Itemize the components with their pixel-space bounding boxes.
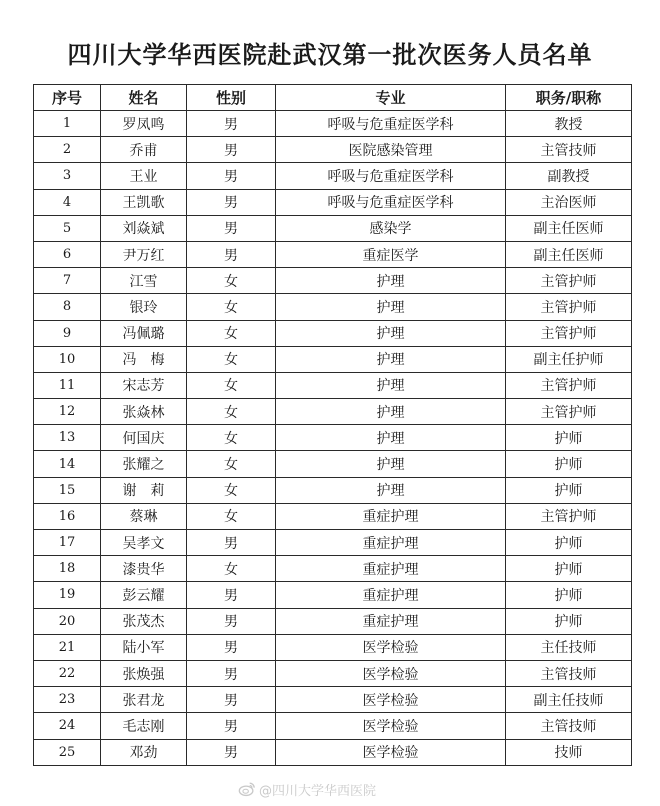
specialty-cell: 重症护理: [276, 582, 506, 608]
position-title-cell: 技师: [506, 739, 632, 765]
gender-cell: 女: [187, 294, 276, 320]
header-serial-number: 序号: [34, 85, 101, 111]
position-title-cell: 主治医师: [506, 189, 632, 215]
serial-number-cell: 19: [34, 582, 101, 608]
serial-number-cell: 5: [34, 215, 101, 241]
serial-number-cell: 12: [34, 399, 101, 425]
position-title-cell: 护师: [506, 608, 632, 634]
position-title-cell: 主管技师: [506, 137, 632, 163]
watermark-text: @四川大学华西医院: [259, 783, 377, 799]
document-title: 四川大学华西医院赴武汉第一批次医务人员名单: [67, 41, 593, 69]
serial-number-cell: 25: [34, 739, 101, 765]
position-title-cell: 主管护师: [506, 294, 632, 320]
table-row: [34, 739, 632, 765]
gender-cell: 女: [187, 399, 276, 425]
position-title-cell: 主管技师: [506, 660, 632, 686]
table-header-row: [34, 85, 632, 111]
specialty-cell: 呼吸与危重症医学科: [276, 111, 506, 137]
serial-number-cell: 21: [34, 634, 101, 660]
staff-roster-table: [33, 84, 632, 766]
name-cell: 罗凤鸣: [101, 111, 187, 137]
position-title-cell: 护师: [506, 451, 632, 477]
specialty-cell: 呼吸与危重症医学科: [276, 189, 506, 215]
gender-cell: 男: [187, 713, 276, 739]
gender-cell: 女: [187, 451, 276, 477]
name-cell: 张焱林: [101, 399, 187, 425]
serial-number-cell: 8: [34, 294, 101, 320]
specialty-cell: 护理: [276, 294, 506, 320]
serial-number-cell: 23: [34, 687, 101, 713]
serial-number-cell: 20: [34, 608, 101, 634]
gender-cell: 男: [187, 111, 276, 137]
gender-cell: 男: [187, 608, 276, 634]
serial-number-cell: 14: [34, 451, 101, 477]
table-row: [34, 634, 632, 660]
specialty-cell: 重症护理: [276, 530, 506, 556]
serial-number-cell: 6: [34, 241, 101, 267]
table-body: [34, 111, 632, 766]
name-cell: 乔甫: [101, 137, 187, 163]
gender-cell: 男: [187, 660, 276, 686]
name-cell: 谢 莉: [101, 477, 187, 503]
gender-cell: 男: [187, 163, 276, 189]
name-cell: 宋志芳: [101, 372, 187, 398]
gender-cell: 女: [187, 425, 276, 451]
name-cell: 毛志刚: [101, 713, 187, 739]
position-title-cell: 护师: [506, 477, 632, 503]
position-title-cell: 副主任医师: [506, 215, 632, 241]
table-row: [34, 477, 632, 503]
specialty-cell: 护理: [276, 268, 506, 294]
specialty-cell: 医学检验: [276, 687, 506, 713]
weibo-icon: [238, 780, 256, 798]
specialty-cell: 护理: [276, 425, 506, 451]
gender-cell: 男: [187, 241, 276, 267]
table-row: [34, 346, 632, 372]
table-row: [34, 556, 632, 582]
gender-cell: 男: [187, 634, 276, 660]
table-row: [34, 294, 632, 320]
specialty-cell: 医学检验: [276, 713, 506, 739]
serial-number-cell: 1: [34, 111, 101, 137]
position-title-cell: 护师: [506, 530, 632, 556]
specialty-cell: 医学检验: [276, 660, 506, 686]
position-title-cell: 护师: [506, 556, 632, 582]
position-title-cell: 主任技师: [506, 634, 632, 660]
gender-cell: 男: [187, 137, 276, 163]
gender-cell: 男: [187, 530, 276, 556]
specialty-cell: 重症医学: [276, 241, 506, 267]
table-row: [34, 530, 632, 556]
gender-cell: 女: [187, 503, 276, 529]
position-title-cell: 主管护师: [506, 399, 632, 425]
name-cell: 王业: [101, 163, 187, 189]
position-title-cell: 副主任技师: [506, 687, 632, 713]
position-title-cell: 主管护师: [506, 503, 632, 529]
gender-cell: 女: [187, 372, 276, 398]
specialty-cell: 医院感染管理: [276, 137, 506, 163]
table-row: [34, 163, 632, 189]
name-cell: 漆贵华: [101, 556, 187, 582]
position-title-cell: 副主任医师: [506, 241, 632, 267]
specialty-cell: 重症护理: [276, 503, 506, 529]
table-row: [34, 372, 632, 398]
name-cell: 张焕强: [101, 660, 187, 686]
serial-number-cell: 18: [34, 556, 101, 582]
table-row: [34, 425, 632, 451]
table-row: [34, 582, 632, 608]
gender-cell: 女: [187, 556, 276, 582]
serial-number-cell: 13: [34, 425, 101, 451]
specialty-cell: 护理: [276, 346, 506, 372]
name-cell: 冯佩璐: [101, 320, 187, 346]
serial-number-cell: 10: [34, 346, 101, 372]
specialty-cell: 医学检验: [276, 634, 506, 660]
position-title-cell: 主管护师: [506, 268, 632, 294]
table-row: [34, 111, 632, 137]
specialty-cell: 护理: [276, 372, 506, 398]
specialty-cell: 医学检验: [276, 739, 506, 765]
name-cell: 张耀之: [101, 451, 187, 477]
gender-cell: 男: [187, 189, 276, 215]
table-row: [34, 608, 632, 634]
name-cell: 银玲: [101, 294, 187, 320]
position-title-cell: 护师: [506, 425, 632, 451]
name-cell: 王凯歌: [101, 189, 187, 215]
serial-number-cell: 11: [34, 372, 101, 398]
position-title-cell: 护师: [506, 582, 632, 608]
serial-number-cell: 24: [34, 713, 101, 739]
serial-number-cell: 17: [34, 530, 101, 556]
gender-cell: 女: [187, 346, 276, 372]
table-row: [34, 241, 632, 267]
name-cell: 张君龙: [101, 687, 187, 713]
name-cell: 尹万红: [101, 241, 187, 267]
gender-cell: 女: [187, 320, 276, 346]
serial-number-cell: 4: [34, 189, 101, 215]
name-cell: 刘焱斌: [101, 215, 187, 241]
table-row: [34, 320, 632, 346]
weibo-watermark: [238, 777, 438, 801]
serial-number-cell: 16: [34, 503, 101, 529]
position-title-cell: 主管技师: [506, 713, 632, 739]
specialty-cell: 护理: [276, 451, 506, 477]
table-row: [34, 687, 632, 713]
table-row: [34, 215, 632, 241]
table-row: [34, 451, 632, 477]
table-row: [34, 137, 632, 163]
name-cell: 陆小军: [101, 634, 187, 660]
position-title-cell: 主管护师: [506, 372, 632, 398]
specialty-cell: 重症护理: [276, 608, 506, 634]
name-cell: 彭云耀: [101, 582, 187, 608]
table-row: [34, 713, 632, 739]
header-specialty: 专业: [276, 85, 506, 111]
table-row: [34, 399, 632, 425]
specialty-cell: 呼吸与危重症医学科: [276, 163, 506, 189]
position-title-cell: 主管护师: [506, 320, 632, 346]
serial-number-cell: 7: [34, 268, 101, 294]
serial-number-cell: 15: [34, 477, 101, 503]
name-cell: 何国庆: [101, 425, 187, 451]
table-row: [34, 189, 632, 215]
header-name: 姓名: [101, 85, 187, 111]
header-position-title: 职务/职称: [506, 85, 632, 111]
table-row: [34, 268, 632, 294]
specialty-cell: 护理: [276, 477, 506, 503]
gender-cell: 男: [187, 582, 276, 608]
position-title-cell: 副主任护师: [506, 346, 632, 372]
gender-cell: 女: [187, 477, 276, 503]
serial-number-cell: 3: [34, 163, 101, 189]
specialty-cell: 护理: [276, 399, 506, 425]
gender-cell: 女: [187, 268, 276, 294]
serial-number-cell: 9: [34, 320, 101, 346]
gender-cell: 男: [187, 687, 276, 713]
specialty-cell: 感染学: [276, 215, 506, 241]
serial-number-cell: 2: [34, 137, 101, 163]
specialty-cell: 护理: [276, 320, 506, 346]
gender-cell: 男: [187, 215, 276, 241]
table-row: [34, 503, 632, 529]
header-gender: 性别: [187, 85, 276, 111]
name-cell: 冯 梅: [101, 346, 187, 372]
gender-cell: 男: [187, 739, 276, 765]
position-title-cell: 教授: [506, 111, 632, 137]
name-cell: 蔡琳: [101, 503, 187, 529]
position-title-cell: 副教授: [506, 163, 632, 189]
table-row: [34, 660, 632, 686]
name-cell: 吴孝文: [101, 530, 187, 556]
specialty-cell: 重症护理: [276, 556, 506, 582]
serial-number-cell: 22: [34, 660, 101, 686]
name-cell: 江雪: [101, 268, 187, 294]
name-cell: 张茂杰: [101, 608, 187, 634]
name-cell: 邓劲: [101, 739, 187, 765]
